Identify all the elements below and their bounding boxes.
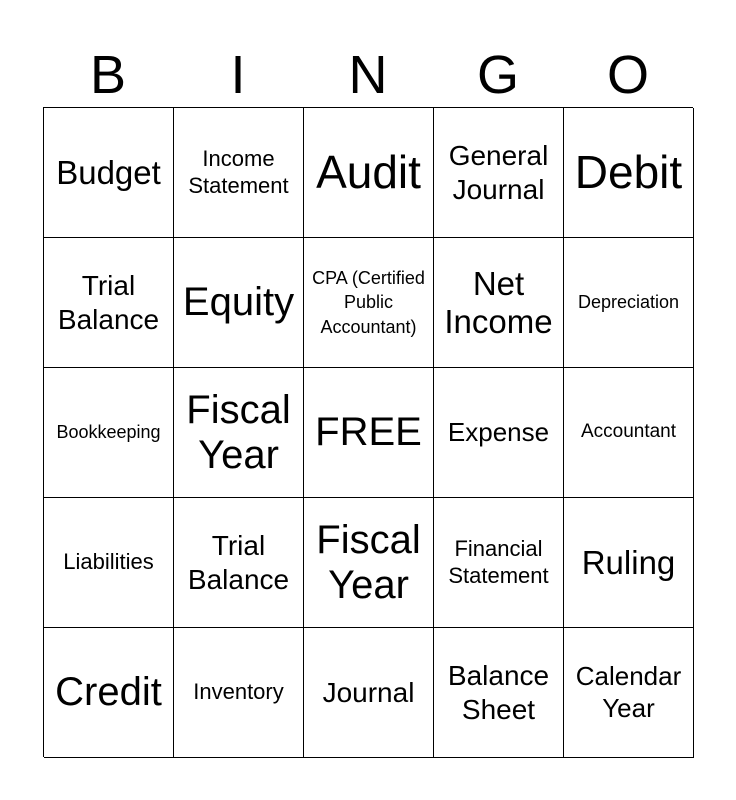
bingo-cell[interactable]: Audit: [304, 108, 434, 238]
bingo-cell[interactable]: General Journal: [434, 108, 564, 238]
bingo-cell[interactable]: Ruling: [564, 498, 694, 628]
header-letter-g: G: [476, 45, 519, 105]
bingo-cell[interactable]: Fiscal Year: [304, 498, 434, 628]
bingo-cell[interactable]: Net Income: [434, 238, 564, 368]
bingo-cell[interactable]: Trial Balance: [44, 238, 174, 368]
bingo-board: [43, 107, 693, 757]
bingo-cell[interactable]: Budget: [44, 108, 174, 238]
bingo-cell[interactable]: Bookkeeping: [44, 368, 174, 498]
header-letter-b: B: [89, 45, 127, 105]
bingo-cell[interactable]: Financial Statement: [434, 498, 564, 628]
bingo-cell[interactable]: Liabilities: [44, 498, 174, 628]
bingo-cell[interactable]: Accountant: [564, 368, 694, 498]
bingo-cell[interactable]: Depreciation: [564, 238, 694, 368]
bingo-cell[interactable]: Income Statement: [174, 108, 304, 238]
header-letter-n: N: [348, 45, 388, 105]
bingo-cell[interactable]: Equity: [174, 238, 304, 368]
bingo-cell[interactable]: Credit: [44, 628, 174, 758]
free-space[interactable]: FREE: [304, 368, 434, 498]
header-letter-o: O: [606, 45, 649, 105]
bingo-cell[interactable]: Inventory: [174, 628, 304, 758]
bingo-cell[interactable]: CPA (Certified Public Accountant): [304, 238, 434, 368]
bingo-cell[interactable]: Trial Balance: [174, 498, 304, 628]
bingo-cell[interactable]: Balance Sheet: [434, 628, 564, 758]
bingo-cell[interactable]: Debit: [564, 108, 694, 238]
bingo-cell[interactable]: Journal: [304, 628, 434, 758]
bingo-cell[interactable]: Calendar Year: [564, 628, 694, 758]
header-letter-i: I: [230, 45, 246, 105]
bingo-cell[interactable]: Fiscal Year: [174, 368, 304, 498]
bingo-cell[interactable]: Expense: [434, 368, 564, 498]
bingo-header: [43, 44, 693, 106]
